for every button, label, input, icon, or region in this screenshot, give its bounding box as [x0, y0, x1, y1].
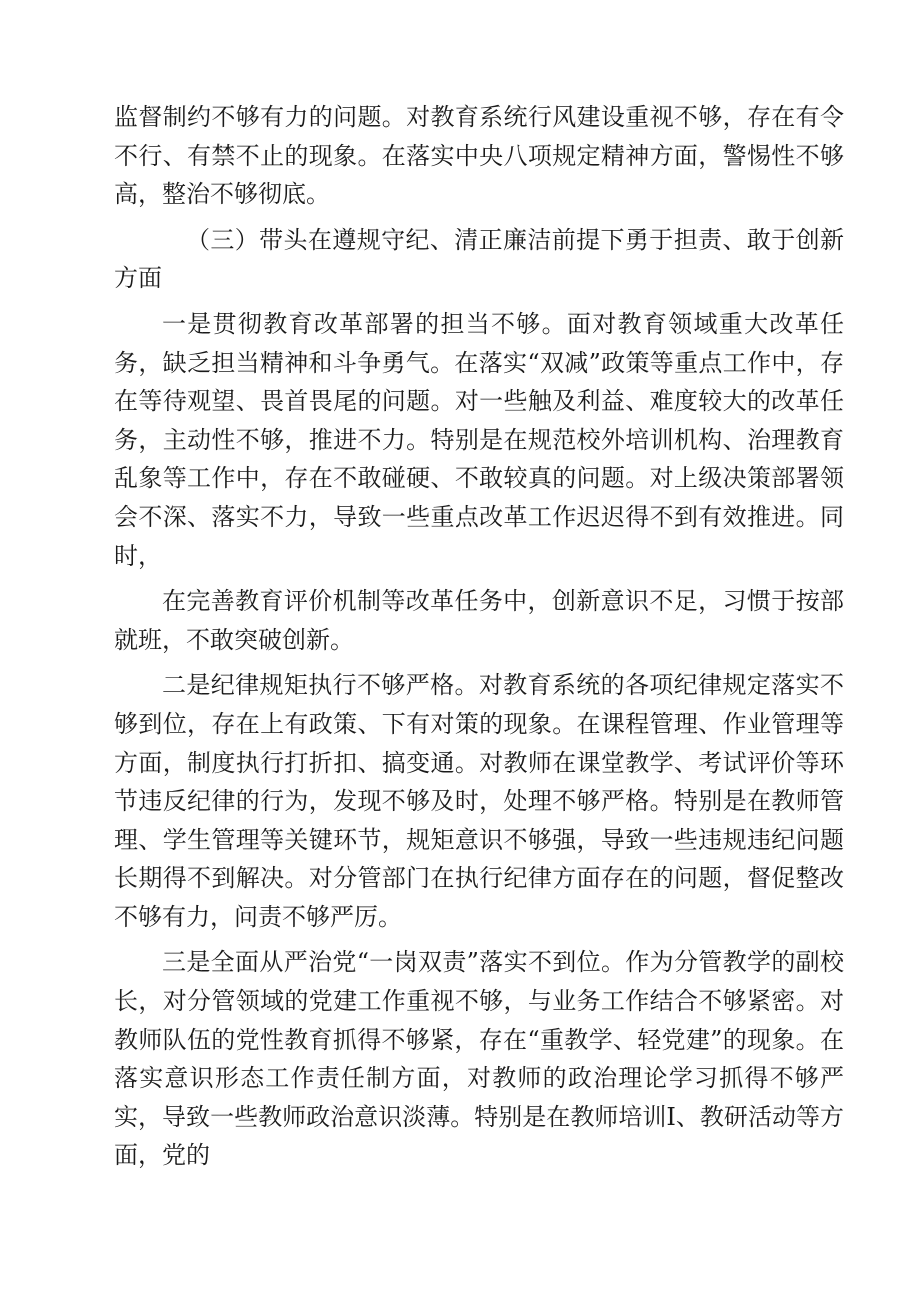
paragraph-continuation: 监督制约不够有力的问题。对教育系统行风建设重视不够，存在有令不行、有禁不止的现象。在落实中央八项规定精神方面，警惕性不够高，整治不够彻底。 [114, 103, 844, 209]
document-body [114, 98, 844, 1175]
section-heading: （三）带头在遵规守纪、清正廉洁前提下勇于担责、敢于创新方面 [114, 225, 844, 293]
paragraph-point-one: 一是贯彻教育改革部署的担当不够。面对教育领域重大改革任务，缺乏担当精神和斗争勇气。在落实“双减”政策等重点工作中，存在等待观望、畏首畏尾的问题。对一些触及利益、难度较大的改革任务，主动性不够，推进不力。特别是在规范校外培训机构、治理教育乱象等工作中，存在不敢碰硬、不敢较真的问题。对上级决策部署领会不深、落实不力，导致一些重点改革工作迟迟得不到有效推进。同时， [114, 309, 844, 570]
paragraph-point-three: 三是全面从严治党“一岗双责”落实不到位。作为分管教学的副校长，对分管领域的党建工作重视不够，与业务工作结合不够紧密。对教师队伍的党性教育抓得不够紧，存在“重教学、轻党建”的现象。在落实意识形态工作责任制方面，对教师的政治理论学习抓得不够严实，导致一些教师政治意识淡薄。特别是在教师培训I、教研活动等方面，党的 [114, 948, 844, 1170]
paragraph-point-one-continued: 在完善教育评价机制等改革任务中，创新意识不足，习惯于按部就班，不敢突破创新。 [114, 587, 844, 654]
paragraph-point-two: 二是纪律规矩执行不够严格。对教育系统的各项纪律规定落实不够到位，存在上有政策、下有对策的现象。在课程管理、作业管理等方面，制度执行打折扣、搞变通。对教师在课堂教学、考试评价等环节违反纪律的行为，发现不够及时，处理不够严格。特别是在教师管理、学生管理等关键环节，规矩意识不够强，导致一些违规违纪问题长期得不到解决。对分管部门在执行纪律方面存在的问题，督促整改不够有力，问责不够严厉。 [114, 671, 844, 931]
